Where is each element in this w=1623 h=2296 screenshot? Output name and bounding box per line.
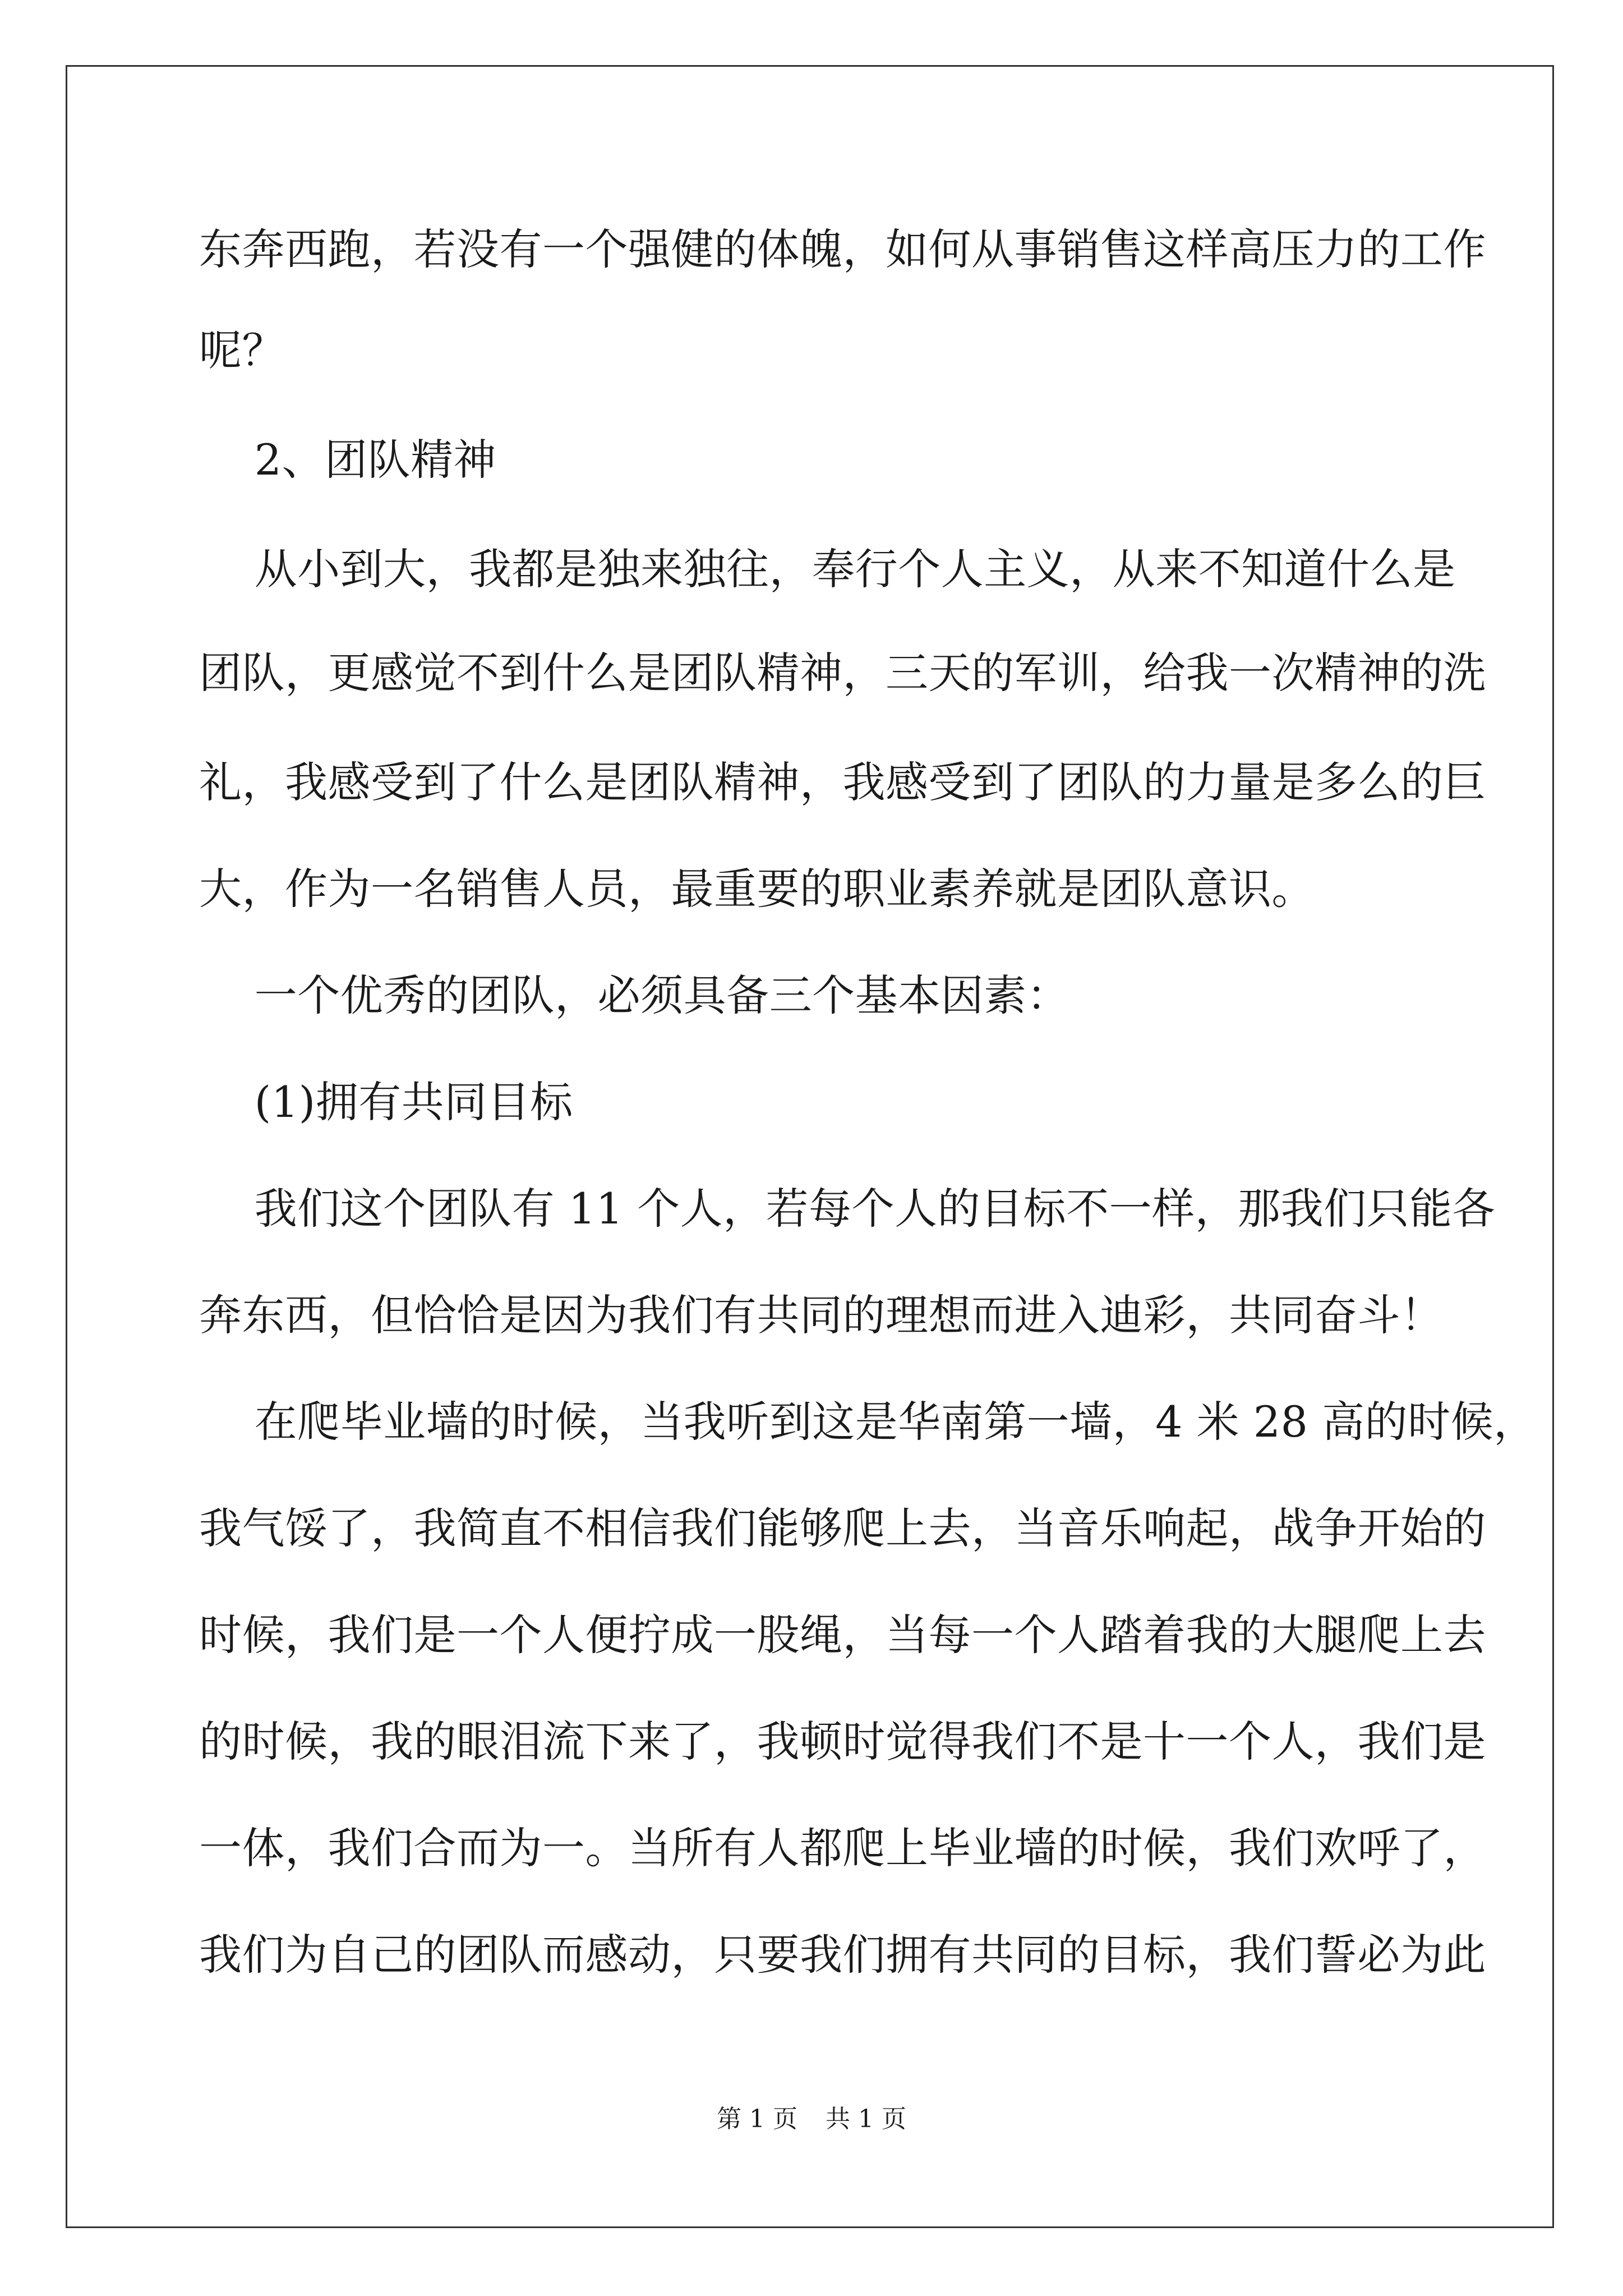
text-line: 奔东西，但恰恰是因为我们有共同的理想而进入迪彩，共同奋斗！ (199, 1290, 1444, 1340)
text-line: 我气馁了，我简直不相信我们能够爬上去，当音乐响起，战争开始的 (199, 1503, 1486, 1553)
text-line: 2、团队精神 (199, 435, 496, 485)
text-line: 我们为自己的团队而感动，只要我们拥有共同的目标，我们誓必为此 (199, 1930, 1486, 1980)
text-line: 一体，我们合而为一。当所有人都爬上毕业墙的时候，我们欢呼了， (199, 1823, 1486, 1873)
page-total: 共 1 页 (826, 2105, 906, 2133)
page-border (66, 65, 1554, 2228)
text-line: 团队，更感觉不到什么是团队精神，三天的军训，给我一次精神的洗 (199, 648, 1486, 698)
text-line: 大，作为一名销售人员，最重要的职业素养就是团队意识。 (199, 864, 1315, 914)
text-line: (1)拥有共同目标 (199, 1077, 573, 1127)
text-line: 呢？ (199, 325, 285, 375)
text-line: 礼，我感受到了什么是团队精神，我感受到了团队的力量是多么的巨 (199, 757, 1486, 807)
text-line: 在爬毕业墙的时候，当我听到这是华南第一墙，4 米 28 高的时候， (199, 1397, 1537, 1447)
page-footer (0, 2102, 1623, 2136)
text-line: 我们这个团队有 11 个人，若每个人的目标不一样，那我们只能各 (199, 1184, 1496, 1234)
page-number: 第 1 页 (717, 2105, 797, 2133)
text-line: 的时候，我的眼泪流下来了，我顿时觉得我们不是十一个人，我们是 (199, 1717, 1486, 1766)
text-line: 从小到大，我都是独来独往，奉行个人主义，从来不知道什么是 (199, 544, 1456, 594)
text-line: 时候，我们是一个人便拧成一股绳，当每一个人踏着我的大腿爬上去 (199, 1610, 1486, 1660)
text-line: 一个优秀的团队，必须具备三个基本因素： (199, 970, 1070, 1020)
text-line: 东奔西跑，若没有一个强健的体魄，如何从事销售这样高压力的工作 (199, 224, 1486, 274)
